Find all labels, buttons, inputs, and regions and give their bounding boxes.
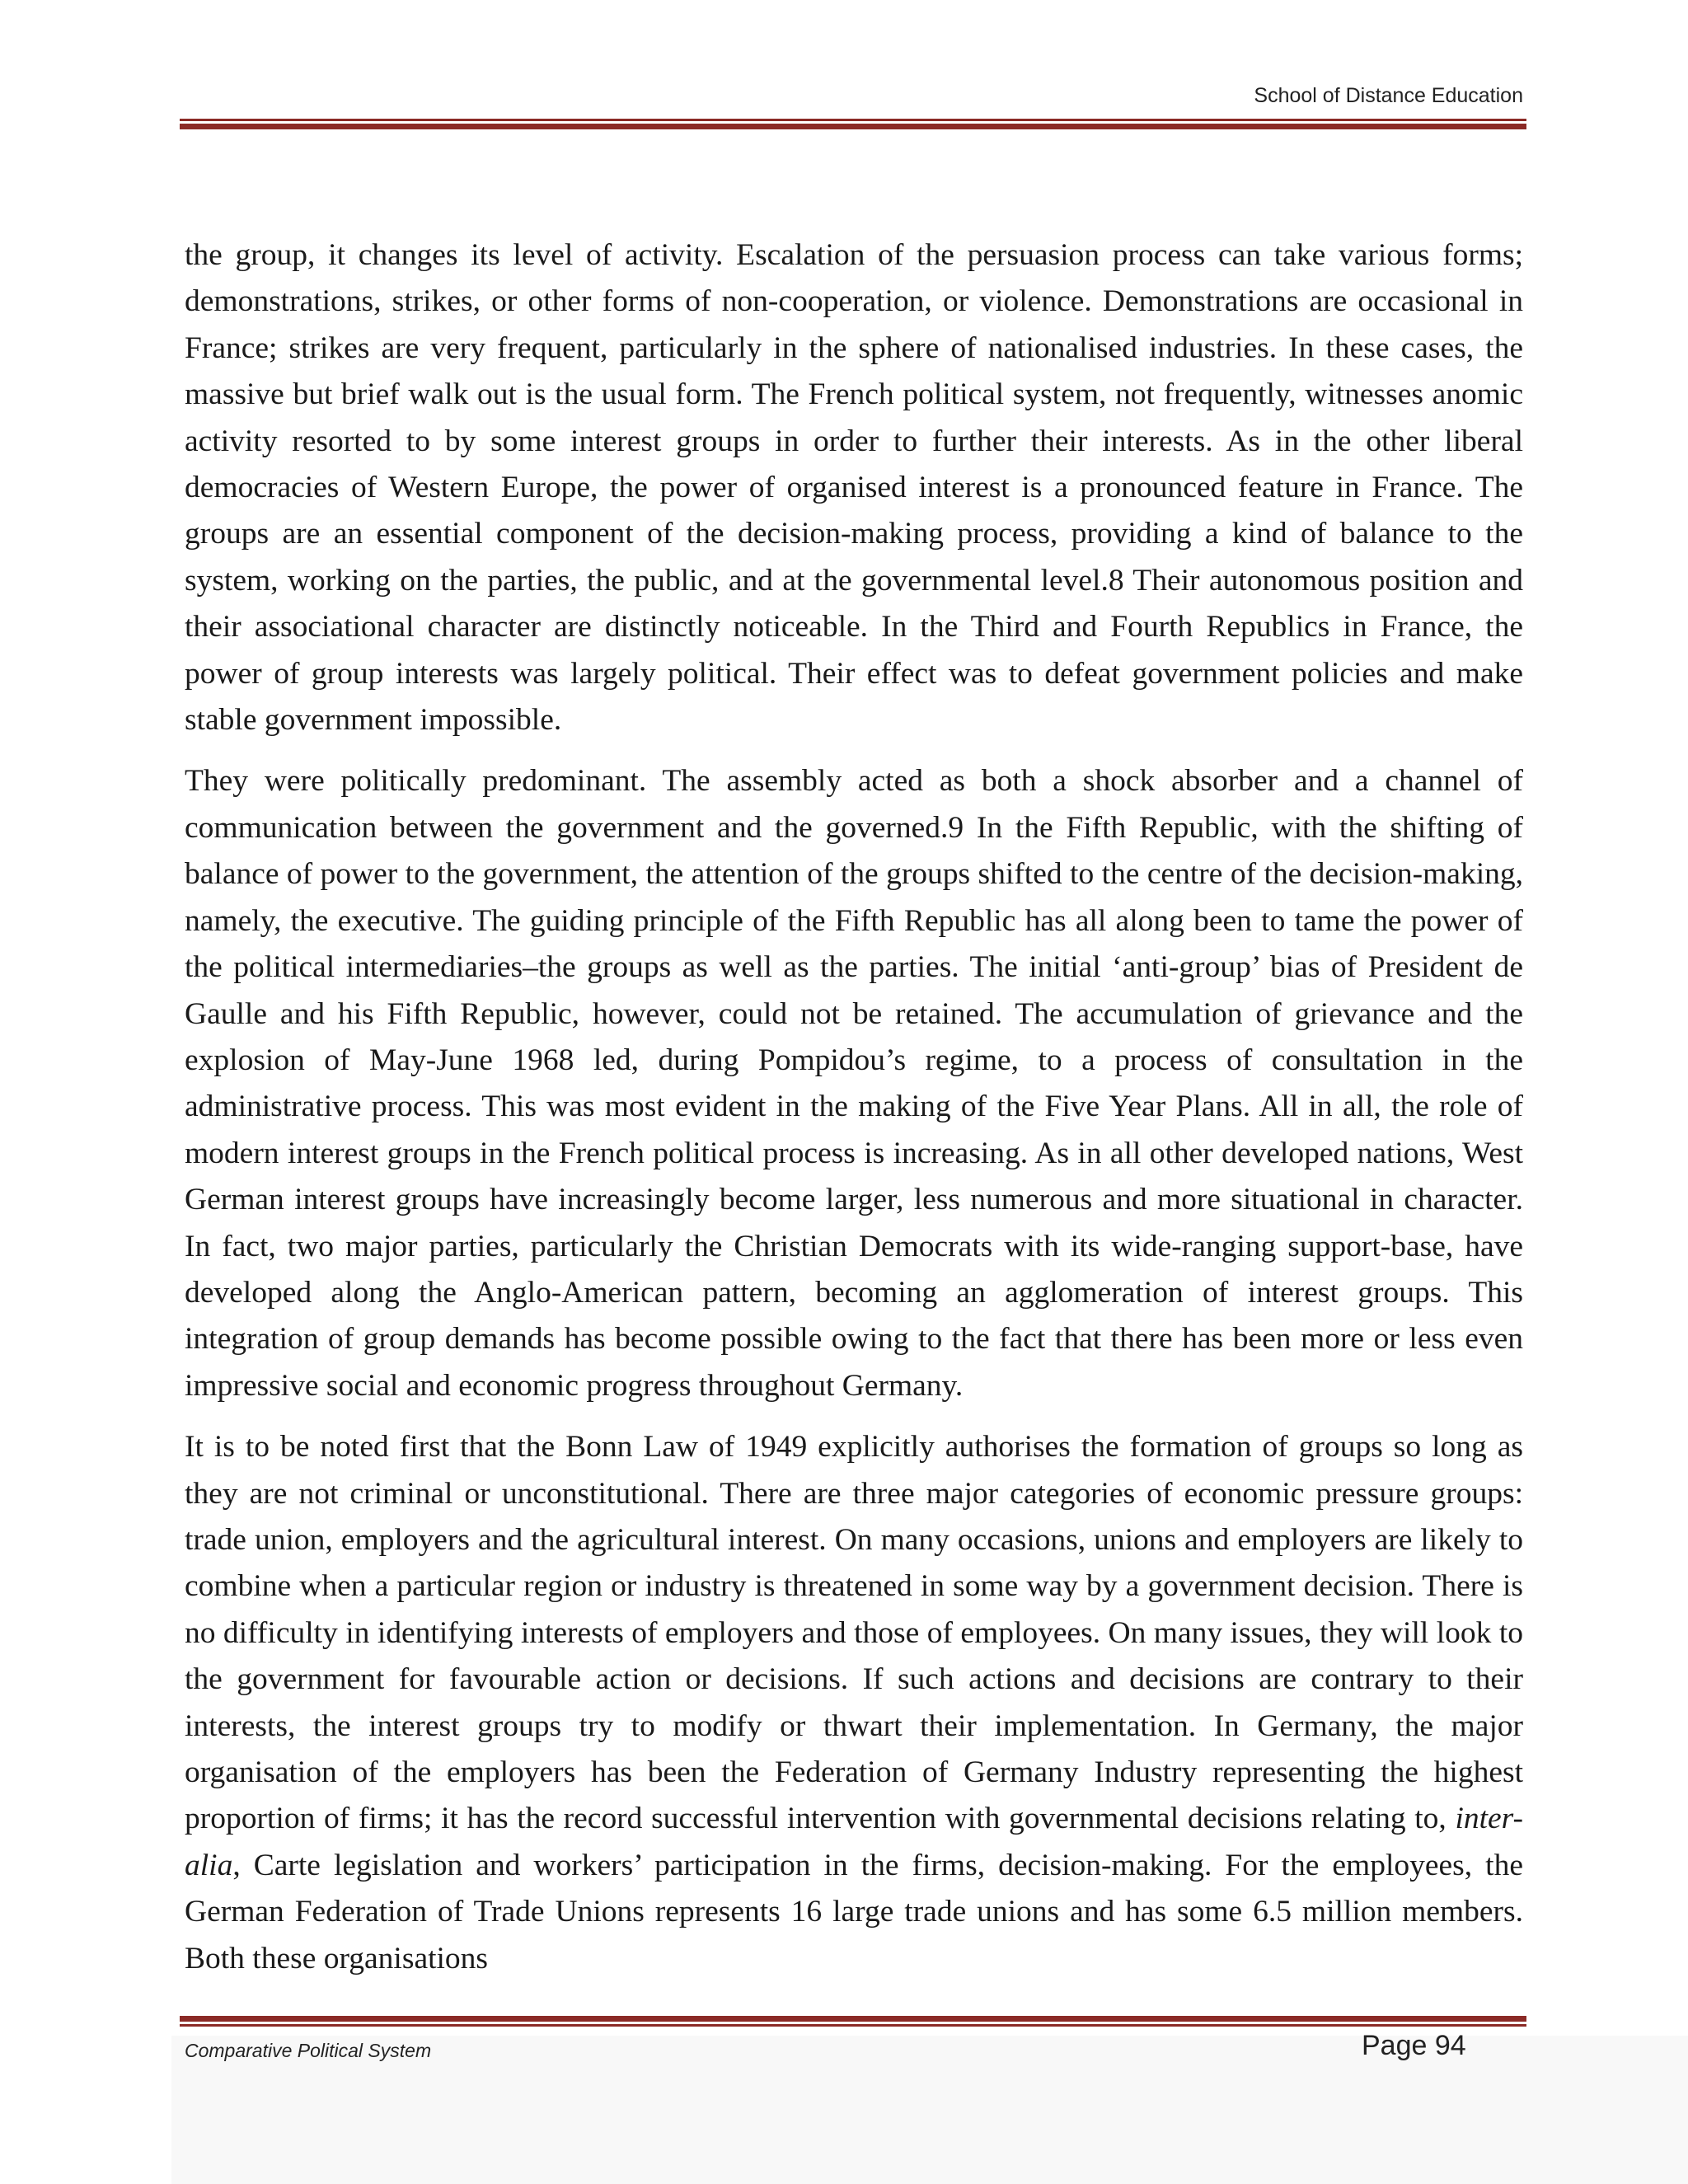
paragraph-3	[185, 1424, 1523, 1982]
paragraph-1: the group, it changes its level of activity. Escalation of the persuasion process can take various forms; demonstrations, strikes, or other forms of non-cooperation, or violence. Demonstrations are occasional in France; strikes are very frequent, particularly in the sphere of nationalised industries. In these cases, the massive but brief walk out is the usual form. The French political system, not frequently, witnesses anomic activity resorted to by some interest groups in order to further their interests. As in the other liberal democracies of Western Europe, the power of organised interest is a pronounced feature in France. The groups are an essential component of the decision-making process, providing a kind of balance to the system, working on the parties, the public, and at the governmental level.8 Their autonomous position and their associational character are distinctly noticeable. In the Third and Fourth Republics in France, the power of group interests was largely political. Their effect was to defeat government policies and make stable government impossible.	[185, 238, 1523, 738]
footer-course-title: Comparative Political System	[185, 2040, 432, 2061]
header-title: School of Distance Education	[1254, 84, 1523, 107]
paragraph-3-part-2: , Carte legislation and workers’ participation in the firms, decision-making. For the employees, the German Federation of Trade Unions represents 16 large trade unions and has some 6.5 million members. Both these organisations	[185, 1848, 1523, 1975]
header-rule	[180, 119, 1526, 129]
paragraph-2: They were politically predominant. The assembly acted as both a shock absorber and a channel of communication between the government and the governed.9 In the Fifth Republic, with the shifting of balance of power to the government, the attention of the groups shifted to the centre of the decision-making, namely, the executive. The guiding principle of the Fifth Republic has all along been to tame the power of the political intermediaries–the groups as well as the parties. The initial ‘anti-group’ bias of President de Gaulle and his Fifth Republic, however, could not be retained. The accumulation of grievance and the explosion of May-June 1968 led, during Pompidou’s regime, to a process of consultation in the administrative process. This was most evident in the making of the Five Year Plans. All in all, the role of modern interest groups in the French political process is increasing. As in all other developed nations, West German interest groups have increasingly become larger, less numerous and more situational in character. In fact, two major parties, particularly the Christian Democrats with its wide-ranging support-base, have developed along the Anglo-American pattern, becoming an agglomeration of interest groups. This integration of group demands has become possible owing to the fact that there has been more or less even impressive social and economic progress throughout Germany.	[185, 764, 1523, 1403]
page-body	[185, 232, 1523, 1997]
footer-rule	[180, 2016, 1526, 2027]
paragraph-3-italic-term: inter-alia	[185, 1802, 1523, 1882]
paragraph-3-part-1: It is to be noted first that the Bonn Law of 1949 explicitly authorises the formation of groups so long as they are not criminal or unconstitutional. There are three major categories of economic pressure groups: trade union, employers and the agricultural interest. On many occasions, unions and employers are likely to combine when a particular region or industry is threatened in some way by a government decision. There is no difficulty in identifying interests of employers and those of employees. On many issues, they will look to the government for favourable action or decisions. If such actions and decisions are contrary to their interests, the interest groups try to modify or thwart their implementation. In Germany, the major organisation of the employers has been the Federation of Germany Industry representing the highest proportion of firms; it has the record successful intervention with governmental decisions relating to,	[185, 1430, 1523, 1836]
footer-page-number: Page 94	[1362, 2030, 1466, 2061]
